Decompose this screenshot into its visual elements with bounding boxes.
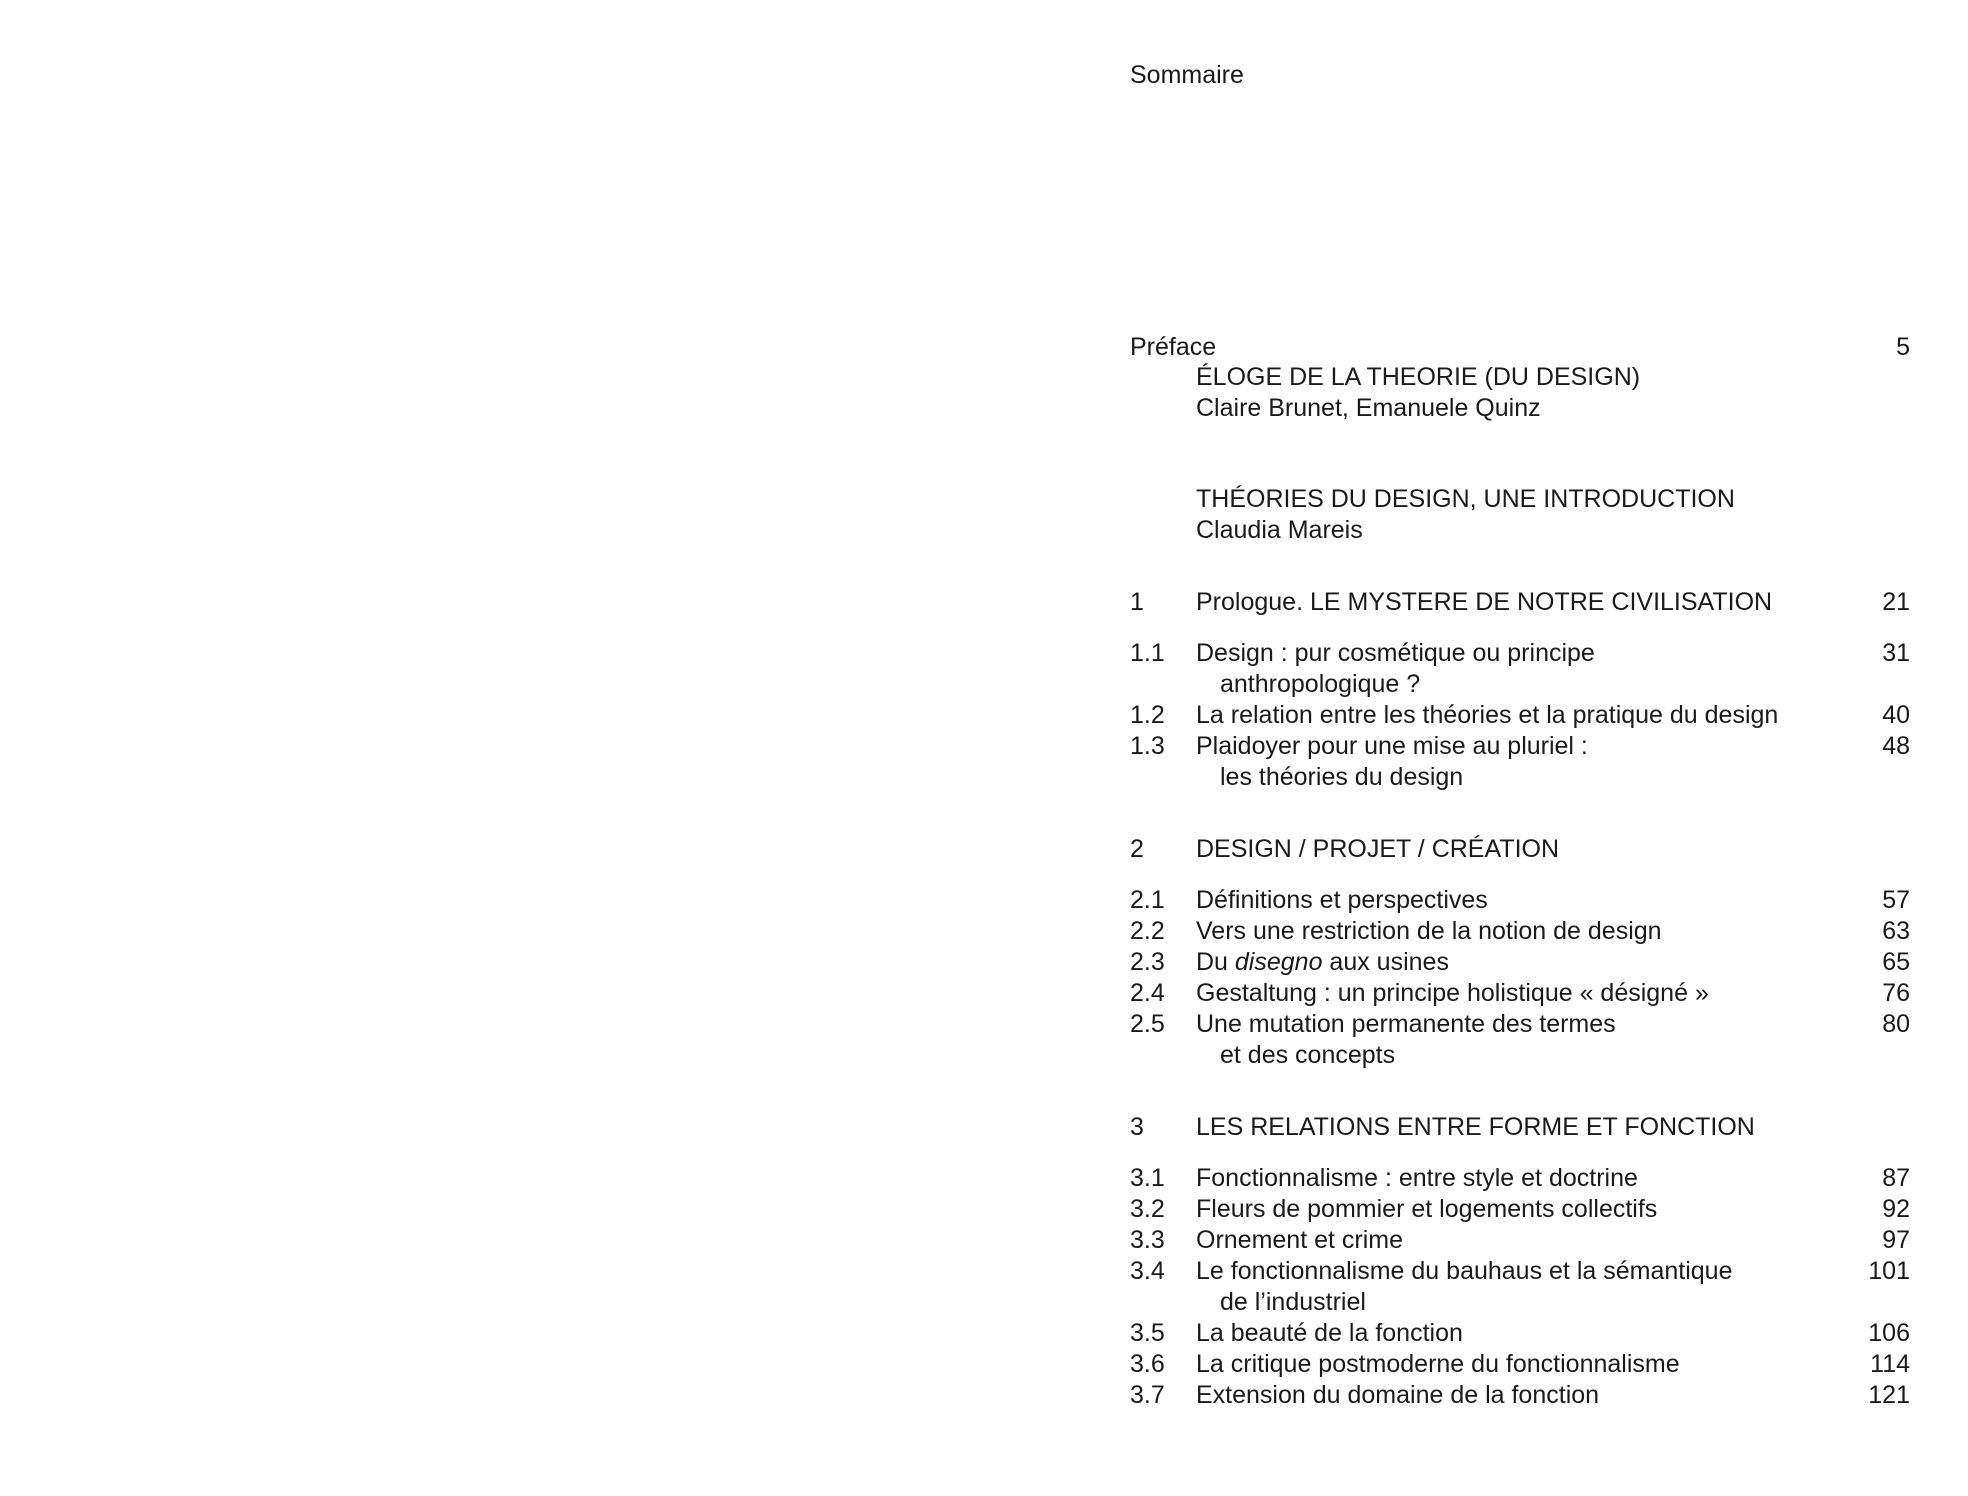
page-number: 48 xyxy=(1882,732,1910,760)
section-title-pre: Du xyxy=(1196,948,1235,976)
page-number: 80 xyxy=(1882,1010,1910,1038)
chapter-number: 2 xyxy=(1130,835,1144,863)
section-number: 3.6 xyxy=(1130,1350,1165,1378)
section-title: Gestaltung : un principe holistique « désigné » xyxy=(1196,979,1709,1007)
section-title: Définitions et perspectives xyxy=(1196,886,1488,914)
page-number: 76 xyxy=(1882,979,1910,1007)
section-number: 3.4 xyxy=(1130,1257,1165,1285)
section-title: Fleurs de pommier et logements collectifs xyxy=(1196,1195,1658,1223)
section-title xyxy=(1196,1256,1836,1318)
page-number: 87 xyxy=(1882,1164,1910,1192)
page-number: 97 xyxy=(1882,1226,1910,1254)
section-number: 1.3 xyxy=(1130,732,1165,760)
section-title: Extension du domaine de la fonction xyxy=(1196,1381,1600,1409)
section-title: Vers une restriction de la notion de design xyxy=(1196,917,1662,945)
section-title-line2: anthropologique ? xyxy=(1220,670,1421,698)
section-number: 3.1 xyxy=(1130,1164,1165,1192)
chapter-number: 1 xyxy=(1130,588,1144,616)
section-number: 1.1 xyxy=(1130,639,1165,667)
section-title-line1: Une mutation permanente des termes xyxy=(1196,1010,1616,1038)
page-number: 92 xyxy=(1882,1195,1910,1223)
chapter-number: 3 xyxy=(1130,1113,1144,1141)
page-number: 57 xyxy=(1882,886,1910,914)
section-title-post: aux usines xyxy=(1322,948,1449,976)
toc-introduction[interactable] xyxy=(1196,484,1735,546)
page-number: 5 xyxy=(1896,333,1910,361)
page-title: Sommaire xyxy=(1130,61,1244,89)
chapter-title: Prologue. LE MYSTERE DE NOTRE CIVILISATION xyxy=(1196,588,1773,616)
section-title-italic: disegno xyxy=(1234,948,1323,976)
page-number: 106 xyxy=(1868,1319,1910,1347)
section-number: 3.5 xyxy=(1130,1319,1165,1347)
section-number: 1.2 xyxy=(1130,701,1165,729)
section-title-line2: et des concepts xyxy=(1220,1041,1396,1069)
section-number: 2.5 xyxy=(1130,1010,1165,1038)
section-number: 2.4 xyxy=(1130,979,1165,1007)
section-title xyxy=(1196,1009,1836,1071)
chapter-title: LES RELATIONS ENTRE FORME ET FONCTION xyxy=(1196,1113,1755,1141)
section-title xyxy=(1196,638,1836,700)
section-title xyxy=(1196,947,1836,978)
introduction-title: THÉORIES DU DESIGN, UNE INTRODUCTION xyxy=(1196,485,1735,513)
page-number: 63 xyxy=(1882,917,1910,945)
page-number: 21 xyxy=(1882,588,1910,616)
section-number: 2.3 xyxy=(1130,948,1165,976)
page-number: 101 xyxy=(1868,1257,1910,1285)
page-number: 121 xyxy=(1868,1381,1910,1409)
page-number: 114 xyxy=(1870,1350,1910,1378)
section-title-line1: Plaidoyer pour une mise au pluriel : xyxy=(1196,732,1588,760)
introduction-author: Claudia Mareis xyxy=(1196,516,1363,544)
section-title-line2: les théories du design xyxy=(1220,763,1464,791)
chapter-title: DESIGN / PROJET / CRÉATION xyxy=(1196,835,1560,863)
section-number: 3.3 xyxy=(1130,1226,1165,1254)
section-title xyxy=(1196,731,1836,793)
section-title: La beauté de la fonction xyxy=(1196,1319,1463,1347)
section-title: La critique postmoderne du fonctionnalisme xyxy=(1196,1350,1680,1378)
section-title-line1: Le fonctionnalisme du bauhaus et la sémantique xyxy=(1196,1257,1733,1285)
preface-authors: Claire Brunet, Emanuele Quinz xyxy=(1196,394,1541,422)
section-title: La relation entre les théories et la pratique du design xyxy=(1196,701,1779,729)
section-number: 2.1 xyxy=(1130,886,1165,914)
section-title-line1: Design : pur cosmétique ou principe xyxy=(1196,639,1595,667)
section-number: 3.2 xyxy=(1130,1195,1165,1223)
section-number: 3.7 xyxy=(1130,1381,1165,1409)
section-title: Ornement et crime xyxy=(1196,1226,1404,1254)
section-title-line2: de l’industriel xyxy=(1220,1288,1366,1316)
page-number: 40 xyxy=(1882,701,1910,729)
section-number: 2.2 xyxy=(1130,917,1165,945)
section-title: Fonctionnalisme : entre style et doctrine xyxy=(1196,1164,1638,1192)
page-number: 31 xyxy=(1882,639,1910,667)
page-number: 65 xyxy=(1882,948,1910,976)
preface-label: Préface xyxy=(1130,333,1217,361)
preface-title: ÉLOGE DE LA THEORIE (DU DESIGN) xyxy=(1196,363,1641,391)
preface-block xyxy=(1196,362,1640,424)
